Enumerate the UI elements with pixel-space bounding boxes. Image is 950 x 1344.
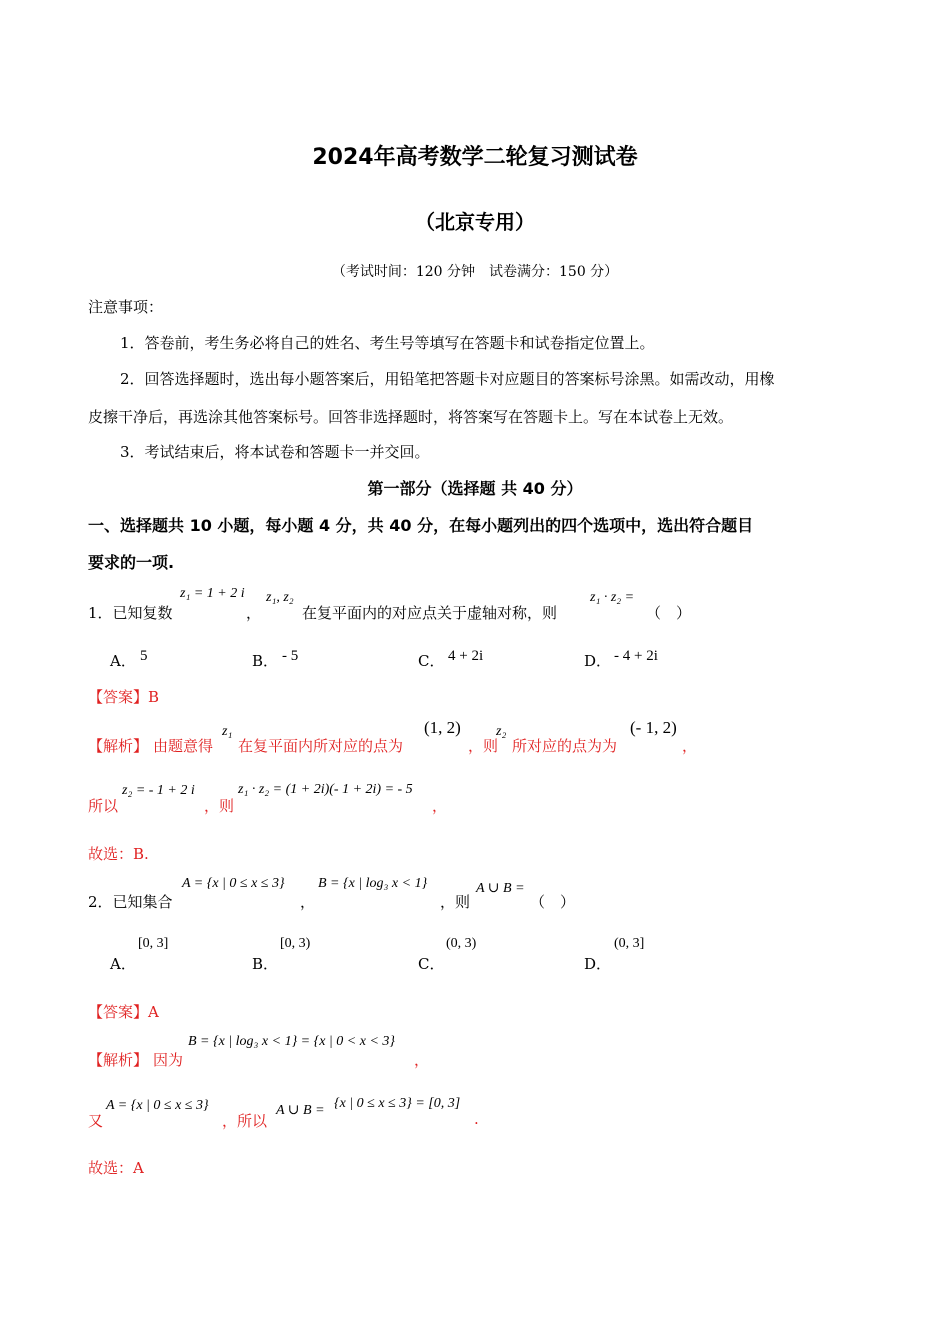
q1-analysis-text-3: ，则 xyxy=(468,737,499,755)
q1-z1-z2: z₁, z₂ xyxy=(266,590,294,605)
q1-analysis-z2: z₂ xyxy=(496,724,507,739)
q1-line2-eq1: z₂ = - 1 + 2 i xyxy=(122,783,195,798)
q1-line2-then: ，则 xyxy=(204,797,235,815)
q1-answer: 【答案】B xyxy=(88,688,160,706)
q2-line2-end: . xyxy=(474,1110,479,1128)
page-title: 2024年高考数学二轮复习测试卷 xyxy=(312,145,638,170)
q1-option-d-label: D． xyxy=(584,652,612,670)
q2-option-d: (0, 3] xyxy=(614,936,645,951)
note-item-3: 3．考试结束后，将本试卷和答题卡一并交回。 xyxy=(120,443,430,461)
q2-conclusion: 故选：A xyxy=(88,1159,144,1177)
q1-analysis-text-2: 在复平面内所对应的点为 xyxy=(238,737,404,755)
note-item-2-line-2: 皮擦干净后，再选涂其他答案标号。回答非选择题时，将答案写在答题卡上。写在本试卷上无效。 xyxy=(88,408,734,426)
q1-answer-paren: （ ） xyxy=(646,604,692,622)
q2-set-a: A = {x | 0 ≤ x ≤ 3} xyxy=(182,876,285,891)
q1-option-c: 4 + 2i xyxy=(448,648,484,664)
q1-option-b-label: B． xyxy=(252,652,279,670)
q2-line2-so: ，所以 xyxy=(222,1112,268,1130)
q1-option-c-label: C． xyxy=(418,652,445,670)
q2-line2-result: {x | 0 ≤ x ≤ 3} = [0, 3] xyxy=(334,1096,461,1111)
q1-line2-eq2: z₁ · z₂ = (1 + 2i)(- 1 + 2i) = - 5 xyxy=(238,782,413,797)
q1-analysis-point-2: (- 1, 2) xyxy=(630,718,677,737)
q2-answer: 【答案】A xyxy=(88,1003,159,1021)
q2-option-c-label: C． xyxy=(418,955,445,973)
q2-comma: ， xyxy=(300,893,316,911)
q2-answer-paren: （ ） xyxy=(530,893,576,911)
part1-instruction-line-2: 要求的一项. xyxy=(88,553,175,572)
q1-option-d: - 4 + 2i xyxy=(614,648,658,664)
q2-option-a: [0, 3] xyxy=(138,936,169,951)
q2-option-d-label: D． xyxy=(584,955,612,973)
q2-line2-set: A = {x | 0 ≤ x ≤ 3} xyxy=(106,1098,209,1113)
q2-line2-union: A ∪ B = xyxy=(276,1103,325,1118)
q1-analysis-z1: z₁ xyxy=(222,724,233,739)
q1-analysis-point-1: (1, 2) xyxy=(424,718,461,737)
q1-option-a-label: A． xyxy=(110,652,136,670)
part1-heading: 第一部分（选择题 共 40 分） xyxy=(367,479,583,498)
q1-product: z₁ · z₂ = xyxy=(590,590,635,605)
note-item-2-line-1: 2．回答选择题时，选出每小题答案后，用铅笔把答题卡对应题目的答案标号涂黑。如需改动，用橡 xyxy=(120,370,775,388)
q2-analysis-end: ， xyxy=(414,1051,430,1069)
q2-analysis-because: 因为 xyxy=(153,1051,184,1069)
q1-middle-text: 在复平面内的对应点关于虚轴对称，则 xyxy=(302,604,558,622)
q1-option-b: - 5 xyxy=(282,648,299,664)
q1-analysis-text-1: 由题意得 xyxy=(153,737,214,755)
q1-conclusion: 故选：B. xyxy=(88,845,149,863)
q1-analysis-label: 【解析】 xyxy=(88,737,149,755)
q1-comma: ， xyxy=(246,604,262,622)
q2-option-a-label: A． xyxy=(110,955,136,973)
note-item-1: 1．答卷前，考生务必将自己的姓名、考生号等填写在答题卡和试卷指定位置上。 xyxy=(120,334,655,352)
q2-option-b: [0, 3) xyxy=(280,936,311,951)
q1-option-a: 5 xyxy=(140,648,148,664)
notes-heading: 注意事项： xyxy=(88,298,164,316)
page-subtitle: （北京专用） xyxy=(415,210,535,234)
q1-prefix: 1．已知复数 xyxy=(88,604,173,622)
q2-analysis-label: 【解析】 xyxy=(88,1051,149,1069)
part1-instruction-line-1: 一、选择题共 10 小题，每小题 4 分，共 40 分，在每小题列出的四个选项中，选出符合题目 xyxy=(88,516,754,535)
q2-option-b-label: B． xyxy=(252,955,279,973)
q2-union: A ∪ B = xyxy=(476,881,525,896)
q2-prefix: 2．已知集合 xyxy=(88,893,173,911)
q2-analysis-eq: B = {x | log₃ x < 1} = {x | 0 < x < 3} xyxy=(188,1034,395,1049)
q1-analysis-text-4: 所对应的点为为 xyxy=(512,737,618,755)
q2-line2-prefix: 又 xyxy=(88,1112,104,1130)
q2-then: ，则 xyxy=(440,893,471,911)
q2-option-c: (0, 3) xyxy=(446,936,477,951)
q1-z1-definition: z₁ = 1 + 2 i xyxy=(180,586,245,601)
q1-analysis-end: ， xyxy=(682,737,698,755)
exam-info: （考试时间：120 分钟 试卷满分：150 分） xyxy=(331,264,619,280)
q1-line2-prefix: 所以 xyxy=(88,797,119,815)
q2-set-b: B = {x | log₃ x < 1} xyxy=(318,876,428,891)
q1-line2-end: ， xyxy=(432,797,448,815)
